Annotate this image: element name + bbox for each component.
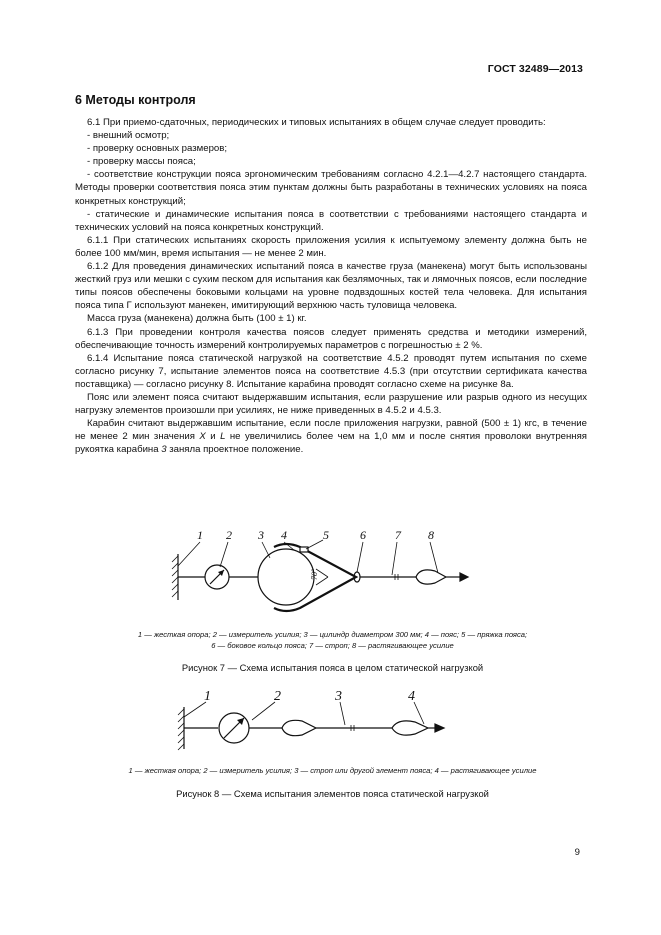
symbol-x: X xyxy=(199,431,206,443)
figure-7-diagram xyxy=(160,522,490,622)
body-text xyxy=(75,116,587,456)
list-item: - внешний осмотр; xyxy=(87,130,170,142)
symbol-l: L xyxy=(220,431,226,443)
paragraph-pass-criteria: Пояс или элемент пояса считают выдержавшим испытания, если разрушение или разрыв одного из несущих нагрузку элементов произошли при усилиях, не ниже приведенных в 4.5.2 и 4.5.3. xyxy=(75,391,587,417)
loop-icon xyxy=(282,720,316,735)
cylinder-icon xyxy=(258,549,314,605)
list-item: - соответствие конструкции пояса эргономическим требованиям согласно 4.2.1—4.2.7 настоящего стандарта. Методы проверки соответствия пояса этим пунктам должны быть разработаны в технических условиях на пояса конкретных конструкций; xyxy=(75,169,587,207)
fig8-label-2: 2 xyxy=(274,689,281,704)
list-item: - проверку основных размеров; xyxy=(87,143,227,155)
list-item: - проверку массы пояса; xyxy=(87,156,196,168)
fig7-label-5: 5 xyxy=(323,528,329,542)
fig7-label-2: 2 xyxy=(226,528,232,542)
fig8-label-1: 1 xyxy=(204,689,211,704)
hatch-icon xyxy=(178,709,184,750)
paragraph-6-1-4: 6.1.4 Испытание пояса статической нагрузкой на соответствие 4.5.2 проводят путем испытания по схеме согласно рисунку 7, испытание элементов пояса на соответствие 4.5.3 (при отсутствии сертификата качества поставщика) — согласно рисунку 8. Испытание карабина проводят согласно схеме на рисунке 8а. xyxy=(75,352,587,390)
paragraph-6-1-3: 6.1.3 При проведении контроля качества поясов следует применять средства и методики измерений, обеспечивающие точность измерений контролируемых параметров с погрешностью ± 2 %. xyxy=(75,326,587,351)
loop-icon xyxy=(416,570,446,584)
figure-8-title: Рисунок 8 — Схема испытания элементов пояса статической нагрузкой xyxy=(176,788,489,799)
paragraph-6-1-2: 6.1.2 Для проведения динамических испытаний пояса в качестве груза (манекена) могут быть использованы жесткий груз или мешки с сухим песком для испытания как безлямочных, так и лямочных поясов, если последние типы поясов обеспечены боковыми кольцами на уровне подвздошных костей тела человека. Для испытания пояса типа Г используют манекен, имитирующий верхнюю часть туловища человека. xyxy=(75,261,587,312)
figure-8-diagram xyxy=(170,685,460,755)
fig7-label-3: 3 xyxy=(258,528,264,542)
legend-line: 6 — боковое кольцо пояса; 7 — строп; 8 — растягивающее усилие xyxy=(211,641,454,650)
figure-8-legend: 1 — жесткая опора; 2 — измеритель усилия; 3 — строп или другой элемент пояса; 4 — растягивающее усилие xyxy=(128,766,537,775)
fig8-label-3: 3 xyxy=(335,689,342,704)
list-item: - статические и динамические испытания пояса в соответствии с требованиями настоящего стандарта и технических условий на пояса конкретных конструкций. xyxy=(75,208,587,233)
paragraph-6-1: 6.1 При приемо-сдаточных, периодических и типовых испытаниях в общем случае следует проводить: xyxy=(87,117,546,128)
text-run: заняла проектное положение. xyxy=(166,444,304,456)
page-number: 9 xyxy=(574,847,580,858)
force-arrow-icon xyxy=(460,573,468,581)
loop-icon xyxy=(392,721,428,735)
section-title: 6 Методы контроля xyxy=(75,93,196,107)
fig8-label-4: 4 xyxy=(408,689,415,704)
legend-line: 1 — жесткая опора; 2 — измеритель усилия; 3 — цилиндр диаметром 300 мм; 4 — пояс; 5 — пряжка пояса; xyxy=(137,630,528,639)
text-run: не увеличились более чем на 1,0 мм и после снятия проволоки внутренняя рукоятка карабина xyxy=(75,431,587,456)
buckle-icon xyxy=(300,547,308,552)
figure-7-title: Рисунок 7 — Схема испытания пояса в целом статической нагрузкой xyxy=(181,662,484,673)
fig7-label-7: 7 xyxy=(395,528,401,542)
figure-7-legend xyxy=(60,629,605,651)
paragraph-carabiner xyxy=(75,417,587,456)
text-run: и xyxy=(205,431,221,443)
hatch-icon xyxy=(172,556,178,597)
symbol-3: 3 xyxy=(161,444,167,456)
standard-designation: ГОСТ 32489—2013 xyxy=(487,63,583,75)
fig7-angle-label: 70° xyxy=(310,568,319,580)
text-run: Карабин считают выдержавшим испытание, если после приложения нагрузки, равной (500 ± 1) кгс, в течение не менее 2 мин значения xyxy=(75,418,587,443)
fig7-label-4: 4 xyxy=(281,528,287,542)
force-arrow-icon xyxy=(435,724,444,732)
paragraph-6-1-1: 6.1.1 При статических испытаниях скорость приложения усилия к испытуемому элементу должна быть не более 100 мм/мин, время испытания — не менее 2 мин. xyxy=(75,234,587,259)
fig7-label-8: 8 xyxy=(428,528,434,542)
fig7-label-1: 1 xyxy=(197,528,203,542)
fig7-label-6: 6 xyxy=(360,528,366,542)
paragraph-mass: Масса груза (манекена) должна быть (100 ± 1) кг. xyxy=(87,313,307,325)
